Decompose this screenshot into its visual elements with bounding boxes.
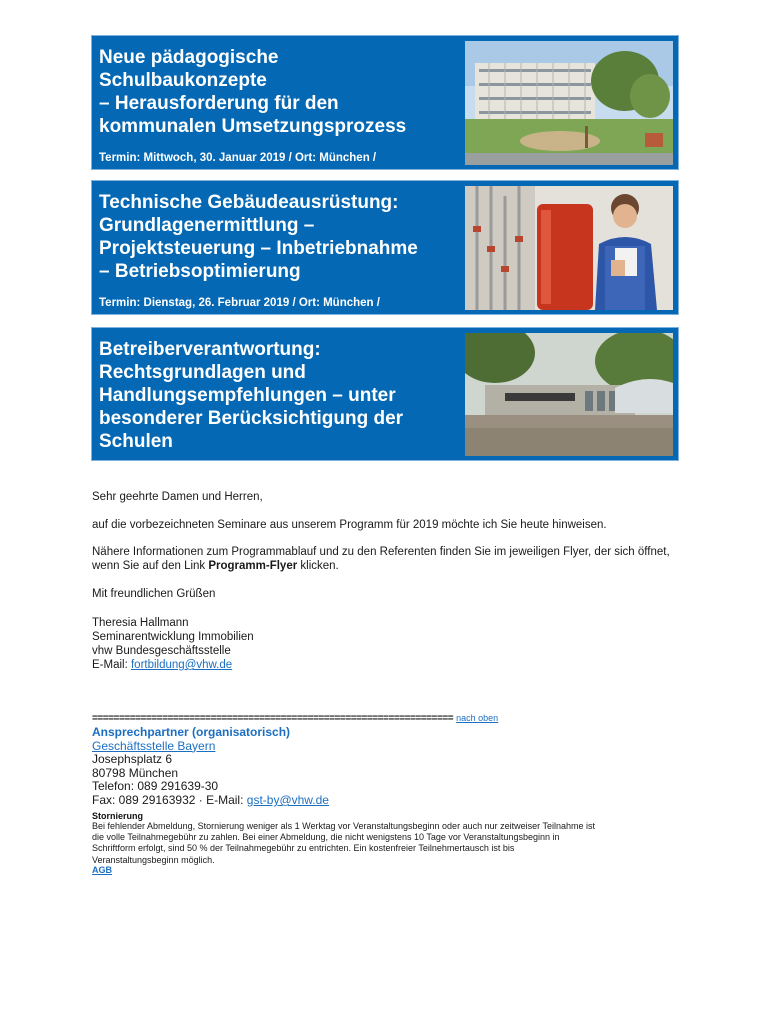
cancellation-text: Bei fehlender Abmeldung, Stornierung weniger als 1 Werktag vor Veranstaltungsbeginn oder auch nur zeitweiser Teilnahme ist die volle Teilnahmegebühr zu zahlen. Bei einer Abmeldung, die nicht wenigstens 10 Tage vor Veranstaltungsbeginn in Schriftform erfolgt, sind 50 % der Teilnahmegebühr zu entrichten. Ein kostenfreier Teilnehmertausch ist bis Veranstaltungsbeginn möglich. xyxy=(92,821,595,865)
info-paragraph: Nähere Informationen zum Programmablauf und zu den Referenten finden Sie im jeweiligen Flyer, der sich öffnet, wenn Sie auf den Link Programm-Flyer klicken. xyxy=(92,546,670,572)
signature-org: vhw Bundesgeschäftsstelle xyxy=(92,645,231,657)
school-entrance-photo xyxy=(465,333,673,456)
contact-city: 80798 München xyxy=(92,765,179,780)
cancellation-heading: Stornierung xyxy=(92,811,143,821)
closing: Mit freundlichen Grüßen xyxy=(92,588,216,600)
seminar-banner-3[interactable] xyxy=(91,327,679,461)
separator-line: =================================================================== nach oben xyxy=(92,713,499,724)
seminar-termin-2: Termin: Dienstag, 26. Februar 2019 / Ort: München / xyxy=(99,297,380,309)
seminar-title-1[interactable]: Neue pädagogische Schulbaukonzepte – Herausforderung für den kommunalen Umsetzungsprozess xyxy=(99,47,407,137)
signature-role: Seminarentwicklung Immobilien xyxy=(92,631,254,643)
email-link-fortbildung[interactable]: fortbildung@vhw.de xyxy=(130,659,233,671)
seminar-banner-2[interactable] xyxy=(91,180,679,315)
contact-block xyxy=(92,726,682,808)
office-link[interactable]: Geschäftsstelle Bayern xyxy=(92,738,216,753)
back-to-top-link[interactable]: nach oben xyxy=(456,713,499,723)
technician-photo xyxy=(465,186,673,310)
greeting: Sehr geehrte Damen und Herren, xyxy=(92,491,263,503)
seminar-title-2[interactable]: Technische Gebäudeausrüstung: Grundlagenermittlung – Projektsteuerung – Inbetriebnahme – Betriebsoptimierung xyxy=(99,192,418,282)
programm-flyer-link[interactable]: Programm-Flyer xyxy=(208,560,298,572)
intro-paragraph: auf die vorbezeichneten Seminare aus unserem Programm für 2019 möchte ich Sie heute hinweisen. xyxy=(92,519,607,531)
contact-phone: Telefon: 089 291639-30 xyxy=(92,779,219,794)
seminar-title-3[interactable]: Betreiberverantwortung: Rechtsgrundlagen und Handlungsempfehlungen – unter besonderer Berücksichtigung der Schulen xyxy=(99,339,404,452)
seminar-banner-1[interactable] xyxy=(91,35,679,170)
agb-link[interactable]: AGB xyxy=(92,865,112,875)
signature-name: Theresia Hallmann xyxy=(92,617,189,629)
contact-fax: Fax: 089 29163932 · E-Mail: xyxy=(92,792,247,807)
contact-street: Josephsplatz 6 xyxy=(92,752,173,767)
school-building-photo xyxy=(465,41,673,165)
seminar-termin-1: Termin: Mittwoch, 30. Januar 2019 / Ort: München / xyxy=(99,152,377,164)
signature: Theresia Hallmann Seminarentwicklung Immobilien vhw Bundesgeschäftsstelle E-Mail: fortbildung@vhw.de xyxy=(92,616,682,672)
contact-heading: Ansprechpartner (organisatorisch) xyxy=(92,725,291,739)
email-link-gst[interactable]: gst-by@vhw.de xyxy=(246,792,329,807)
